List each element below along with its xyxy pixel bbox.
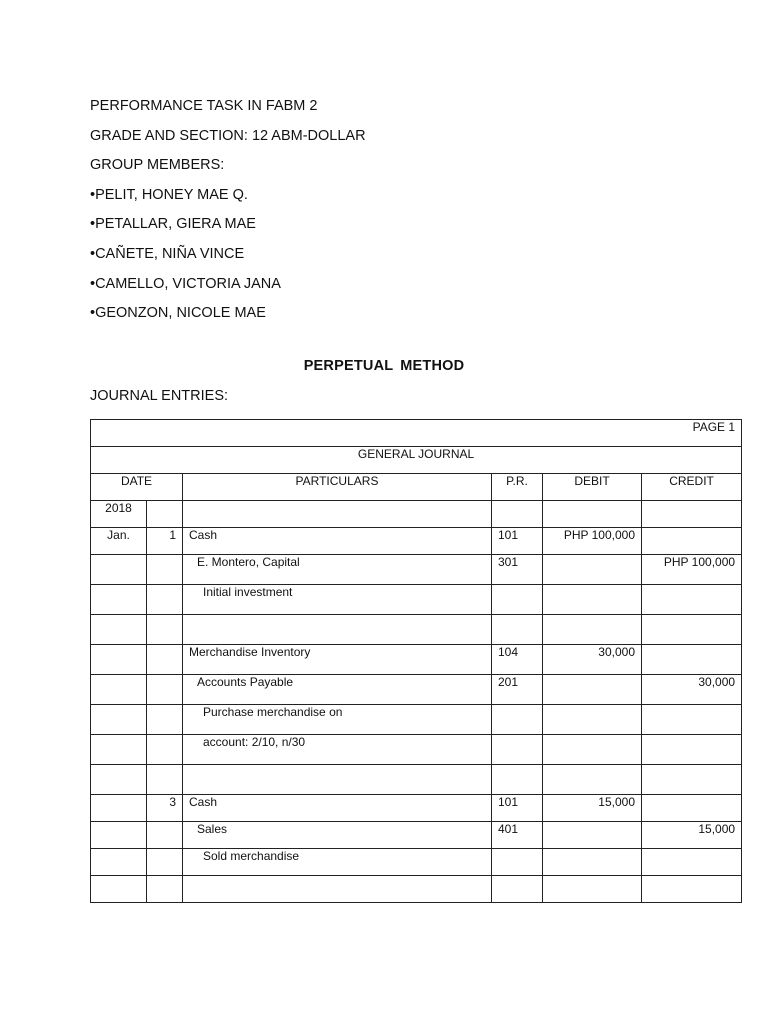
debit-cell	[543, 765, 642, 795]
table-row	[91, 876, 742, 903]
col-header-debit: DEBIT	[543, 474, 642, 501]
credit-cell	[642, 849, 742, 876]
pr-cell	[492, 735, 543, 765]
date-day-cell	[147, 585, 183, 615]
date-month-cell	[91, 765, 147, 795]
page-row	[91, 420, 742, 447]
date-month-cell	[91, 675, 147, 705]
pr-cell: 401	[492, 822, 543, 849]
credit-cell: 30,000	[642, 675, 742, 705]
pr-cell	[492, 705, 543, 735]
particulars-cell: Cash	[183, 528, 492, 555]
particulars-cell: Initial investment	[183, 585, 492, 615]
pr-cell: 301	[492, 555, 543, 585]
date-day-cell	[147, 822, 183, 849]
date-month-cell	[91, 555, 147, 585]
pr-cell	[492, 615, 543, 645]
table-row	[91, 645, 742, 675]
pr-cell: 201	[492, 675, 543, 705]
particulars-cell: Sold merchandise	[183, 849, 492, 876]
section-title: PERPETUAL METHOD	[303, 358, 465, 374]
date-month-cell	[91, 735, 147, 765]
grade-section: GRADE AND SECTION: 12 ABM-DOLLAR	[90, 127, 366, 144]
date-month-cell	[91, 795, 147, 822]
table-row	[91, 585, 742, 615]
particulars-cell: Purchase merchandise on	[183, 705, 492, 735]
table-row	[91, 675, 742, 705]
date-day-cell	[147, 501, 183, 528]
member-item: •PETALLAR, GIERA MAE	[90, 216, 256, 233]
debit-cell	[543, 615, 642, 645]
member-item: •PELIT, HONEY MAE Q.	[90, 186, 248, 203]
page-label: PAGE 1	[91, 420, 742, 447]
col-header-pr: P.R.	[492, 474, 543, 501]
date-month-cell	[91, 615, 147, 645]
table-row	[91, 765, 742, 795]
debit-cell	[543, 585, 642, 615]
date-month-cell: 2018	[91, 501, 147, 528]
debit-cell	[543, 675, 642, 705]
date-month-cell	[91, 585, 147, 615]
date-day-cell: 1	[147, 528, 183, 555]
pr-cell: 104	[492, 645, 543, 675]
credit-cell	[642, 735, 742, 765]
credit-cell	[642, 795, 742, 822]
task-title: PERFORMANCE TASK IN FABM 2	[90, 98, 318, 114]
date-month-cell	[91, 705, 147, 735]
date-day-cell	[147, 615, 183, 645]
date-day-cell	[147, 645, 183, 675]
credit-cell	[642, 765, 742, 795]
particulars-cell: E. Montero, Capital	[183, 555, 492, 585]
table-row	[91, 615, 742, 645]
credit-cell	[642, 645, 742, 675]
credit-cell: PHP 100,000	[642, 555, 742, 585]
credit-cell	[642, 615, 742, 645]
table-row	[91, 822, 742, 849]
table-row	[91, 795, 742, 822]
table-row	[91, 555, 742, 585]
member-item: •CAÑETE, NIÑA VINCE	[90, 245, 245, 262]
table-row	[91, 501, 742, 528]
debit-cell	[543, 822, 642, 849]
debit-cell	[543, 705, 642, 735]
col-header-credit: CREDIT	[642, 474, 742, 501]
debit-cell	[543, 849, 642, 876]
member-item: •GEONZON, NICOLE MAE	[90, 305, 266, 322]
column-header-row	[91, 474, 742, 501]
col-header-date: DATE	[91, 474, 183, 501]
particulars-cell	[183, 501, 492, 528]
col-header-particulars: PARTICULARS	[183, 474, 492, 501]
document-header	[90, 92, 366, 329]
debit-cell	[543, 501, 642, 528]
pr-cell	[492, 876, 543, 903]
date-month-cell	[91, 645, 147, 675]
particulars-cell	[183, 876, 492, 903]
journal-entries-heading: JOURNAL ENTRIES:	[90, 388, 229, 404]
date-month-cell: Jan.	[91, 528, 147, 555]
particulars-cell: Accounts Payable	[183, 675, 492, 705]
table-row	[91, 528, 742, 555]
date-month-cell	[91, 849, 147, 876]
date-month-cell	[91, 876, 147, 903]
group-members-label: GROUP MEMBERS:	[90, 157, 225, 174]
date-day-cell: 3	[147, 795, 183, 822]
pr-cell	[492, 849, 543, 876]
credit-cell	[642, 501, 742, 528]
debit-cell	[543, 555, 642, 585]
date-month-cell	[91, 822, 147, 849]
particulars-cell: account: 2/10, n/30	[183, 735, 492, 765]
credit-cell	[642, 876, 742, 903]
member-item: •CAMELLO, VICTORIA JANA	[90, 275, 281, 292]
credit-cell	[642, 528, 742, 555]
debit-cell: 30,000	[543, 645, 642, 675]
debit-cell: PHP 100,000	[543, 528, 642, 555]
particulars-cell: Sales	[183, 822, 492, 849]
date-day-cell	[147, 735, 183, 765]
table-row	[91, 849, 742, 876]
debit-cell	[543, 876, 642, 903]
particulars-cell: Cash	[183, 795, 492, 822]
particulars-cell: Merchandise Inventory	[183, 645, 492, 675]
date-day-cell	[147, 849, 183, 876]
particulars-cell	[183, 615, 492, 645]
date-day-cell	[147, 765, 183, 795]
date-day-cell	[147, 555, 183, 585]
credit-cell: 15,000	[642, 822, 742, 849]
pr-cell: 101	[492, 528, 543, 555]
date-day-cell	[147, 705, 183, 735]
pr-cell	[492, 585, 543, 615]
credit-cell	[642, 585, 742, 615]
table-row	[91, 735, 742, 765]
debit-cell	[543, 735, 642, 765]
journal-title: GENERAL JOURNAL	[91, 447, 742, 474]
date-day-cell	[147, 876, 183, 903]
particulars-cell	[183, 765, 492, 795]
title-row	[91, 447, 742, 474]
debit-cell: 15,000	[543, 795, 642, 822]
pr-cell	[492, 501, 543, 528]
general-journal-table	[90, 419, 742, 903]
credit-cell	[642, 705, 742, 735]
pr-cell: 101	[492, 795, 543, 822]
date-day-cell	[147, 675, 183, 705]
pr-cell	[492, 765, 543, 795]
table-row	[91, 705, 742, 735]
